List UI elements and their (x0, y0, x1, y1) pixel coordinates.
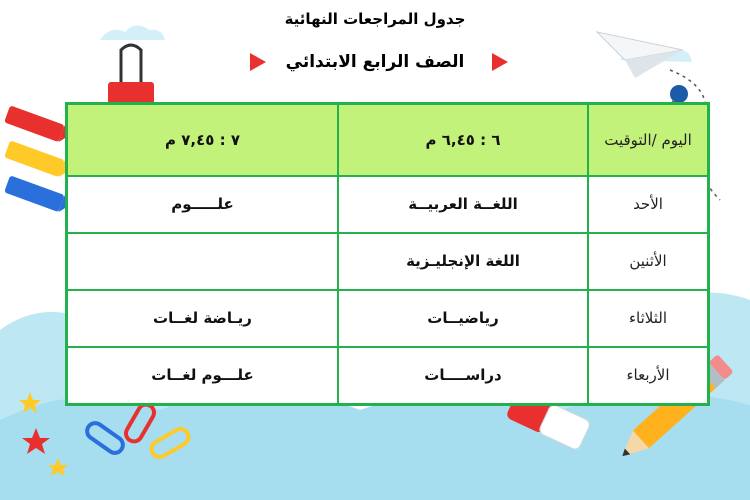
slot-1-cell: اللغة الإنجليـزية (338, 233, 588, 290)
table-row (67, 176, 709, 233)
slot-1-cell: رياضيــات (338, 290, 588, 347)
page-subtitle: الصف الرابع الابتدائي (285, 52, 465, 72)
header-corner: اليوم /التوقيت (588, 104, 709, 176)
header-slot-1: ٦ : ٦,٤٥ م (338, 104, 588, 176)
page-title: جدول المراجعات النهائية (284, 10, 466, 28)
schedule-table (65, 102, 710, 406)
banner-right-flag (492, 53, 508, 71)
day-cell: الأربعاء (588, 347, 709, 405)
slot-1-cell: اللغــة العربيــة (338, 176, 588, 233)
day-cell: الأحد (588, 176, 709, 233)
table-row (67, 290, 709, 347)
slot-2-cell: ريـاضة لغــات (67, 290, 339, 347)
slot-2-cell (67, 233, 339, 290)
crayons-icon (0, 105, 70, 225)
day-cell: الثلاثاء (588, 290, 709, 347)
table-row (67, 347, 709, 405)
slot-2-cell: علـــــوم (67, 176, 339, 233)
header-slot-2: ٧ : ٧,٤٥ م (67, 104, 339, 176)
paper-clips-icon (80, 400, 200, 480)
slot-1-cell: دراســــات (338, 347, 588, 405)
day-cell: الأثنين (588, 233, 709, 290)
table-row (67, 233, 709, 290)
slot-2-cell: علـــوم لغــات (67, 347, 339, 405)
table-header-row (67, 104, 709, 176)
